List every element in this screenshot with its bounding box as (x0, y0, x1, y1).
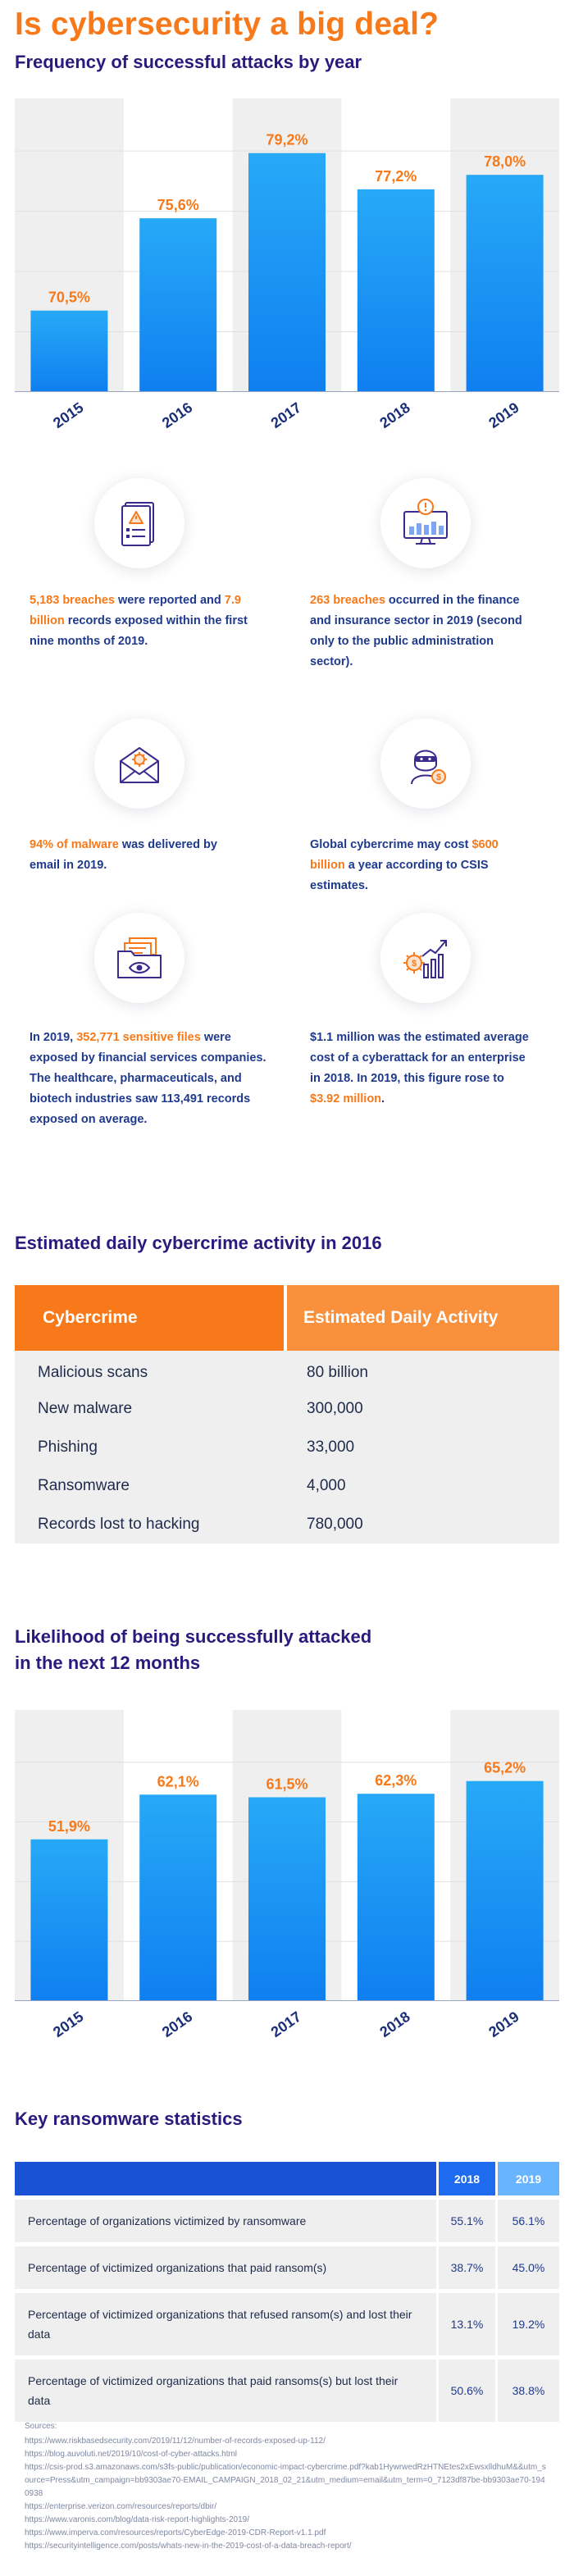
likelihood-title-line1: Likelihood of being successfully attacked (15, 1626, 372, 1647)
chart-bar (467, 175, 544, 392)
ransomware-cell-metric: Percentage of victimized organizations that paid ransom(s) (15, 2242, 436, 2289)
likelihood-chart (15, 1710, 559, 2001)
attacks-chart-svg (15, 98, 559, 392)
ransomware-cell-metric: Percentage of organizations victimized by ransomware (15, 2195, 436, 2242)
table-row (15, 2355, 559, 2422)
ransomware-cell-2019: 19.2% (495, 2289, 559, 2355)
chart-bar (358, 1794, 435, 2001)
ransomware-cell-2019: 45.0% (495, 2242, 559, 2289)
attacks-chart-axis (0, 392, 574, 458)
activity-cell-amount: 80 billion (285, 1351, 559, 1389)
activity-header-cybercrime: Cybercrime (15, 1285, 285, 1351)
stat-text-segment: was delivered by email in 2019. (30, 838, 217, 872)
chart-data-label: 51,9% (48, 1817, 90, 1835)
stat-text-segment: In 2019, (30, 1031, 77, 1044)
activity-cell-amount: 33,000 (285, 1428, 559, 1466)
stat-highlight: 5,183 breaches (30, 594, 115, 607)
sources (25, 2420, 549, 2553)
stat-text-segment: were exposed by financial services companies. The healthcare, pharmaceuticals, and biotech industries saw 113,491 records exposed on average. (30, 1031, 266, 1126)
chart-data-label: 65,2% (484, 1759, 526, 1776)
hacker-money-icon (380, 718, 471, 809)
activity-cell-crime: Phishing (15, 1428, 285, 1466)
source-link[interactable]: https://enterprise.verizon.com/resources/reports/dbir/ (25, 2502, 216, 2511)
stat-highlight: 94% of malware (30, 838, 119, 851)
stat-highlight: 263 breaches (310, 594, 385, 607)
activity-cell-crime: Records lost to hacking (15, 1505, 285, 1543)
table-row (15, 1389, 559, 1428)
attacks-chart (15, 98, 559, 392)
chart-bar (248, 1797, 326, 2001)
stat-malware-email (30, 835, 243, 876)
chart-data-label: 75,6% (157, 197, 199, 214)
likelihood-chart-svg (15, 1710, 559, 2001)
stat-highlight: $600 billion (310, 838, 499, 872)
activity-cell-crime: Malicious scans (15, 1351, 285, 1389)
document-warning-icon (94, 478, 184, 568)
source-link[interactable]: https://www.varonis.com/blog/data-risk-report-highlights-2019/ (25, 2515, 250, 2524)
svg-text:$: $ (411, 959, 417, 969)
attacks-chart-title: Frequency of successful attacks by year (15, 52, 362, 72)
table-row (15, 1351, 559, 1389)
chart-tick-label: 2015 (50, 2008, 87, 2041)
ransomware-cell-metric: Percentage of victimized organizations that refused ransom(s) and lost their data (15, 2289, 436, 2355)
activity-cell-amount: 4,000 (285, 1466, 559, 1505)
chart-data-label: 70,5% (48, 289, 90, 306)
activity-cell-crime: New malware (15, 1389, 285, 1428)
stat-cyberattack-cost (310, 1028, 531, 1110)
activity-cell-crime: Ransomware (15, 1466, 285, 1505)
ransomware-cell-2018: 55.1% (436, 2195, 495, 2242)
stat-breaches-reported (30, 590, 267, 652)
stat-global-cybercrime-cost (310, 835, 531, 896)
activity-title: Estimated daily cybercrime activity in 2016 (15, 1233, 382, 1253)
chart-data-label: 78,0% (484, 153, 526, 171)
source-link[interactable]: https://www.riskbasedsecurity.com/2019/11/12/number-of-records-exposed-up-112/ (25, 2437, 326, 2446)
chart-bar (30, 1840, 107, 2001)
stat-text-segment: Global cybercrime may cost (310, 838, 472, 851)
stat-finance-breaches (310, 590, 531, 672)
stat-highlight: $3.92 million (310, 1092, 382, 1106)
chart-data-label: 77,2% (375, 167, 417, 185)
chart-tick-label: 2018 (376, 2008, 413, 2041)
chart-bar (30, 311, 107, 392)
sources-label: Sources: (25, 2422, 57, 2431)
chart-bar (248, 153, 326, 392)
stat-sensitive-files (30, 1028, 267, 1130)
chart-tick-label: 2016 (158, 399, 196, 432)
ransomware-header-2018: 2018 (436, 2162, 495, 2195)
stat-text-segment: records exposed within the first nine months of 2019. (30, 614, 248, 648)
chart-data-label: 62,3% (375, 1772, 417, 1790)
chart-tick-label: 2017 (267, 2008, 304, 2041)
chart-tick-label: 2017 (267, 399, 304, 432)
chart-tick-label: 2018 (376, 399, 413, 432)
ransomware-header-row (15, 2162, 559, 2195)
chart-data-label: 61,5% (266, 1776, 308, 1793)
source-link[interactable]: https://securityintelligence.com/posts/whats-new-in-the-2019-cost-of-a-data-breach-report/ (25, 2542, 352, 2551)
stat-text-segment: were reported and (115, 594, 225, 607)
stat-highlight: 7.9 billion (30, 594, 241, 627)
likelihood-chart-axis (0, 2001, 574, 2067)
chart-bar (358, 189, 435, 392)
ransomware-header-metric (15, 2162, 436, 2195)
stat-text-segment: occurred in the finance and insurance sector in 2019 (second only to the public administration sector). (310, 594, 522, 668)
chart-bar (139, 218, 216, 392)
stat-text-segment: a year according to CSIS estimates. (310, 859, 489, 892)
table-row (15, 2195, 559, 2242)
stat-highlight: 352,771 sensitive files (76, 1031, 201, 1044)
ransomware-title: Key ransomware statistics (15, 2109, 243, 2129)
chart-tick-label: 2019 (485, 2008, 522, 2041)
likelihood-chart-title (15, 1624, 371, 1676)
table-row (15, 1466, 559, 1505)
table-row (15, 1505, 559, 1543)
svg-text:$: $ (435, 773, 442, 782)
ransomware-cell-2019: 38.8% (495, 2355, 559, 2422)
ransomware-header-2019: 2019 (495, 2162, 559, 2195)
source-link[interactable]: https://blog.auvoluti.net/2019/10/cost-of-cyber-attacks.html (25, 2450, 238, 2459)
stat-text-segment: . (381, 1092, 385, 1106)
ransomware-cell-metric: Percentage of victimized organizations that paid ransoms(s) but lost their data (15, 2355, 436, 2422)
page-title: Is cybersecurity a big deal? (15, 7, 440, 42)
table-row (15, 2289, 559, 2355)
chart-bar (467, 1781, 544, 2001)
ransomware-cell-2018: 50.6% (436, 2355, 495, 2422)
chart-bar (139, 1794, 216, 2001)
chart-data-label: 62,1% (157, 1773, 199, 1790)
activity-table (15, 1285, 559, 1543)
ransomware-table (15, 2162, 559, 2422)
activity-header-row (15, 1285, 559, 1351)
chart-tick-label: 2015 (50, 399, 87, 432)
ransomware-cell-2018: 38.7% (436, 2242, 495, 2289)
likelihood-title-line2: in the next 12 months (15, 1652, 201, 1673)
ransomware-cell-2019: 56.1% (495, 2195, 559, 2242)
cost-growth-icon (380, 913, 471, 1003)
chart-tick-label: 2016 (158, 2008, 196, 2041)
chart-tick-label: 2019 (485, 399, 522, 432)
monitor-alert-icon (380, 478, 471, 568)
activity-header-daily: Estimated Daily Activity (285, 1285, 559, 1351)
source-link[interactable]: https://www.imperva.com/resources/reports/CyberEdge-2019-CDR-Report-v1.1.pdf (25, 2528, 326, 2537)
chart-data-label: 79,2% (266, 131, 308, 148)
activity-cell-amount: 780,000 (285, 1505, 559, 1543)
email-virus-icon (94, 718, 184, 809)
exposed-files-icon (94, 913, 184, 1003)
activity-cell-amount: 300,000 (285, 1389, 559, 1428)
source-link[interactable]: https://csis-prod.s3.amazonaws.com/s3fs-public/publication/economic-impact-cybercrime.pdf?kab1HywrwedRzHTNEtes2xEwsxlldhuM&&utm_source=Press&utm_campaign=bb9303ae70-EMAIL_CAMPAIGN_2018_02_21&utm_medium=email&utm_term=0_7123df87be-bb9303ae70-1940938 (25, 2463, 546, 2498)
table-row (15, 2242, 559, 2289)
table-row (15, 1428, 559, 1466)
ransomware-cell-2018: 13.1% (436, 2289, 495, 2355)
stat-text-segment: $1.1 million was the estimated average cost of a cyberattack for an enterprise in 2018. In 2019, this figure rose to (310, 1031, 529, 1085)
